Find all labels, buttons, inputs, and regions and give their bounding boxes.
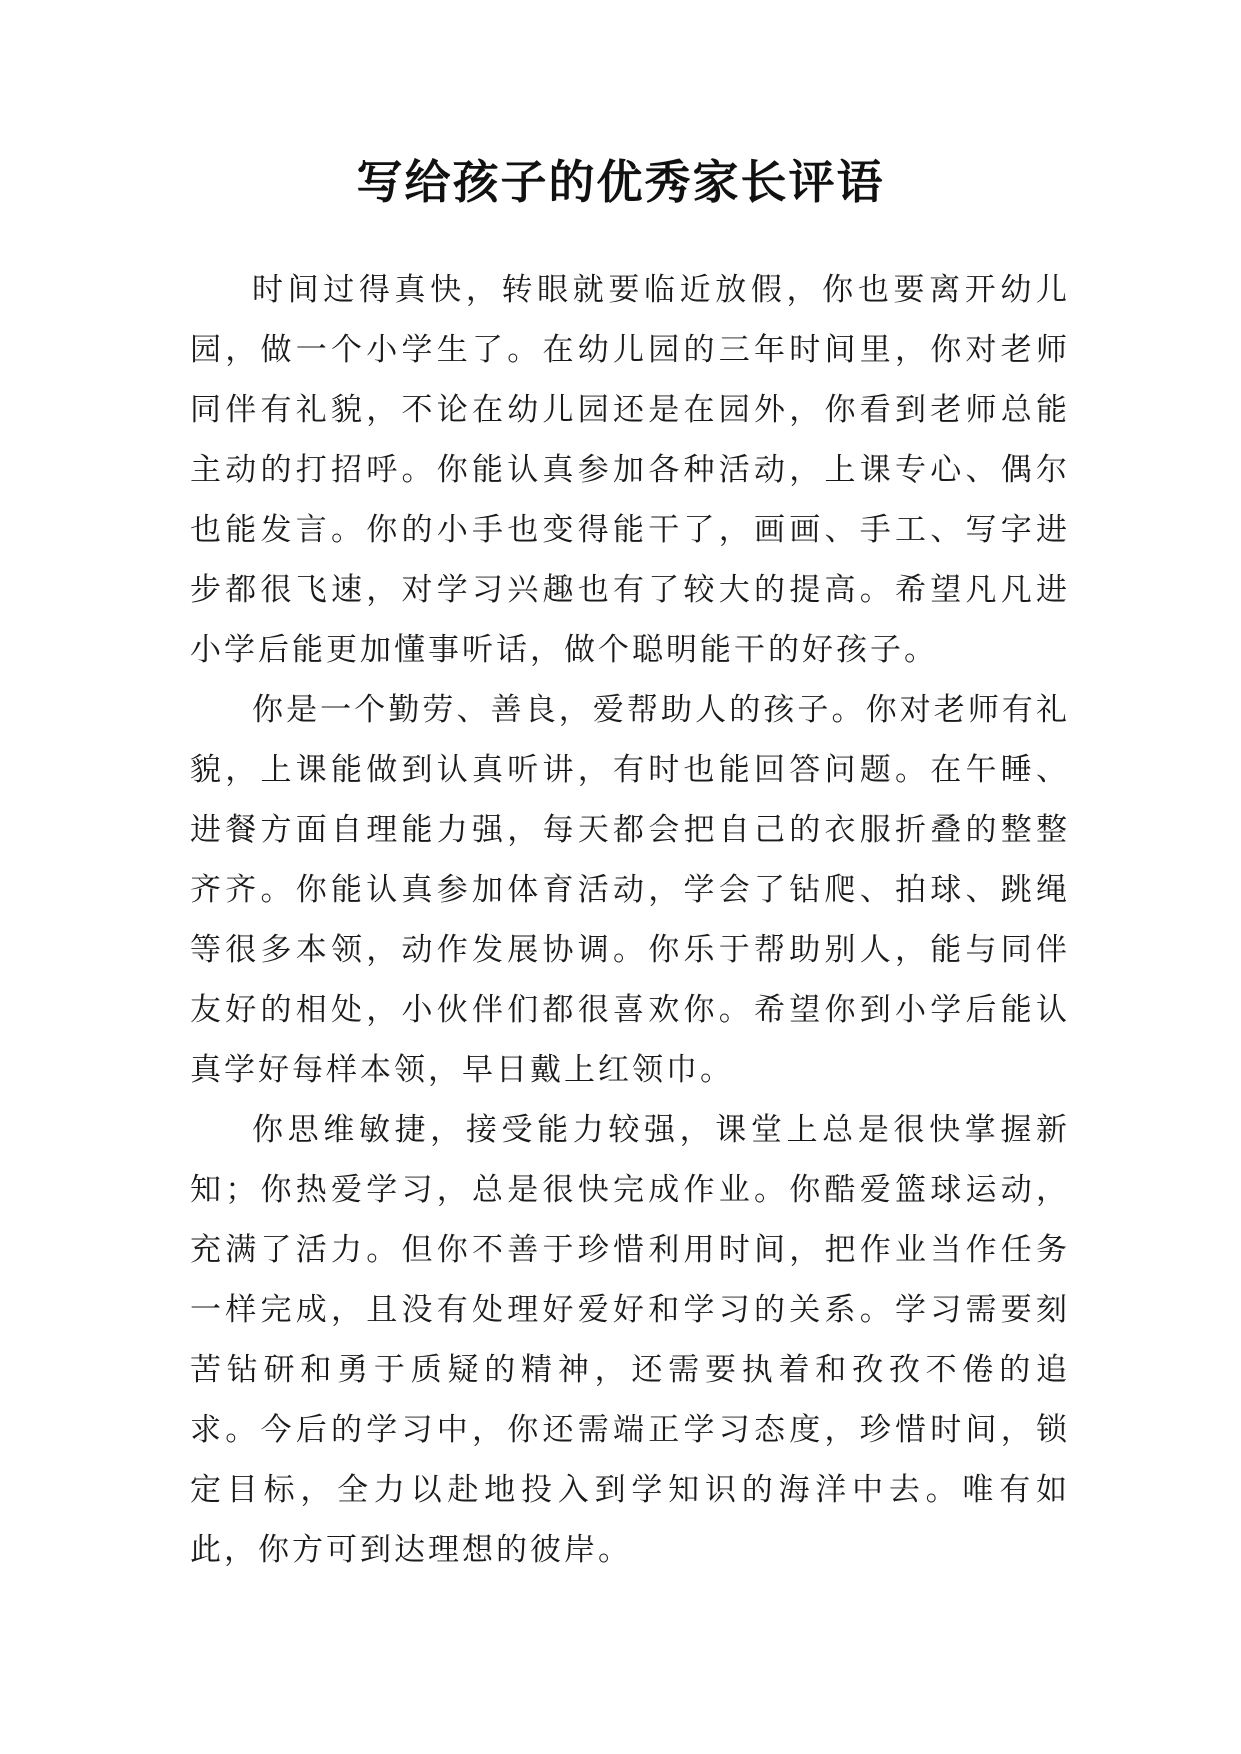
document-body	[190, 260, 1070, 1580]
paragraph-1: 时间过得真快，转眼就要临近放假，你也要离开幼儿园，做一个小学生了。在幼儿园的三年时间里，你对老师同伴有礼貌，不论在幼儿园还是在园外，你看到老师总能主动的打招呼。你能认真参加各种活动，上课专心、偶尔也能发言。你的小手也变得能干了，画画、手工、写字进步都很飞速，对学习兴趣也有了较大的提高。希望凡凡进小学后能更加懂事听话，做个聪明能干的好孩子。	[190, 272, 1070, 668]
document-title: 写给孩子的优秀家长评语	[356, 155, 885, 209]
paragraph-2: 你是一个勤劳、善良，爱帮助人的孩子。你对老师有礼貌，上课能做到认真听讲，有时也能回答问题。在午睡、进餐方面自理能力强，每天都会把自己的衣服折叠的整整齐齐。你能认真参加体育活动，学会了钻爬、拍球、跳绳等很多本领，动作发展协调。你乐于帮助别人，能与同伴友好的相处，小伙伴们都很喜欢你。希望你到小学后能认真学好每样本领，早日戴上红领巾。	[190, 692, 1070, 1088]
paragraph-3: 你思维敏捷，接受能力较强，课堂上总是很快掌握新知；你热爱学习，总是很快完成作业。你酷爱篮球运动，充满了活力。但你不善于珍惜利用时间，把作业当作任务一样完成，且没有处理好爱好和学习的关系。学习需要刻苦钻研和勇于质疑的精神，还需要执着和孜孜不倦的追求。今后的学习中，你还需端正学习态度，珍惜时间，锁定目标，全力以赴地投入到学知识的海洋中去。唯有如此，你方可到达理想的彼岸。	[190, 1112, 1070, 1568]
